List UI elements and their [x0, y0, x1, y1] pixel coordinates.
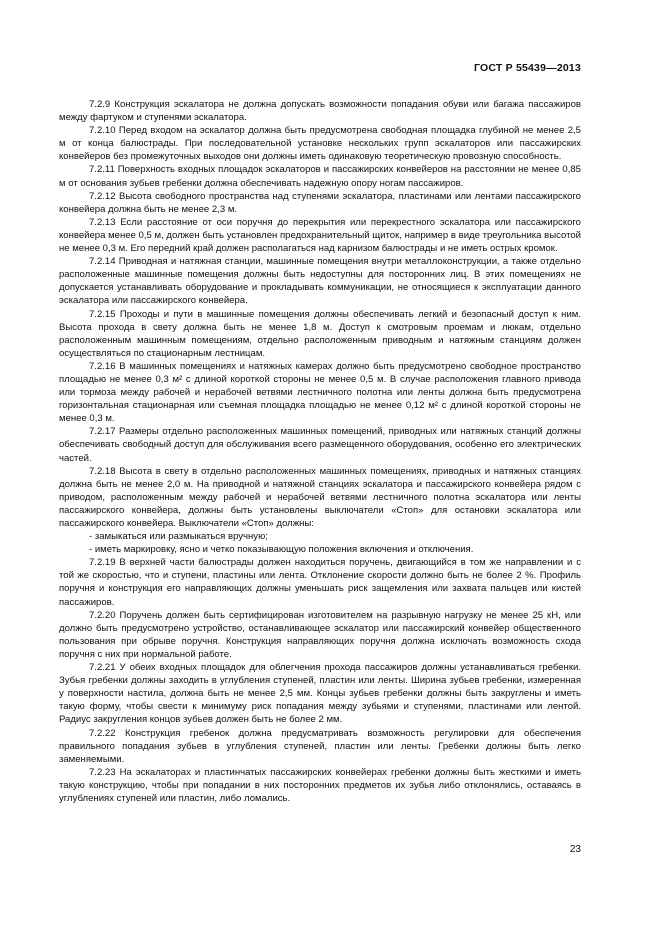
paragraph-7-2-14: 7.2.14 Приводная и натяжная станции, машинные помещения внутри металлоконструкции, а также отдельно расположенные машинные помещения должны быть недоступны для посторонних лиц. В этих помещениях не допускается устанавливать оборудование и прокладывать коммуникации, не относящиеся к эксплуатации данного эскалатора или пассажирского конвейера.: [59, 256, 581, 307]
paragraph-7-2-13: 7.2.13 Если расстояние от оси поручня до перекрытия или перекрестного эскалатора или пассажирского конвейера менее 0,5 м, должен быть установлен предохранительный щиток, например в виде треугольника высотой не менее 0,3 м. Его передний край должен располагаться над карнизом балюстрады и не иметь острых кромок.: [59, 216, 581, 255]
standard-header: ГОСТ Р 55439—2013: [473, 62, 581, 74]
paragraph-7-2-10: 7.2.10 Перед входом на эскалатор должна быть предусмотрена свободная площадка глубиной не менее 2,5 м от конца балюстрады. При последовательной установке нескольких групп эскалаторов или пассажирских конвейеров без промежуточных выходов они должны иметь одинаковую теоретическую провозную способность.: [59, 125, 581, 163]
document-body: [59, 98, 581, 805]
list-item: - иметь маркировку, ясно и четко показывающую положения включения и отключения.: [89, 544, 474, 556]
paragraph-7-2-21: 7.2.21 У обеих входных площадок для облегчения прохода пассажиров должны устанавливаться гребенки. Зубья гребенки должны заходить в углубления ступеней, пластин или ленты. Ширина зубьев гребенки, измеренная у поверхности настила, должна быть не менее 2,5 мм. Концы зубьев гребенки должны быть закруглены и иметь такую форму, чтобы свести к минимуму риск попадания между зубьями и ступенями, пластинами или лентой. Радиус закругления концов зубьев должен быть не более 2 мм.: [59, 662, 581, 726]
paragraph-7-2-9: 7.2.9 Конструкция эскалатора не должна допускать возможности попадания обуви или багажа пассажиров между фартуком и ступенями эскалатора.: [59, 99, 581, 124]
paragraph-7-2-18: 7.2.18 Высота в свету в отдельно расположенных машинных помещениях, приводных и натяжных станциях должна быть не менее 2,0 м. На приводной и натяжной станциях эскалатора и пассажирского конвейера рядом с приводом, расположенным между рабочей и нерабочей ветвями лестничного полотна эскалатора или ленты пассажирского конвейера, должны быть установлены выключатели «Стоп» для остановки эскалатора или пассажирского конвейера. Выключатели «Стоп» должны:: [59, 465, 581, 529]
page-number: 23: [569, 844, 581, 855]
paragraph-7-2-12: 7.2.12 Высота свободного пространства над ступенями эскалатора, пластинами или лентами пассажирского конвейера должна быть не менее 2,3 м.: [59, 190, 581, 215]
paragraph-7-2-15: 7.2.15 Проходы и пути в машинные помещения должны обеспечивать легкий и безопасный доступ к ним. Высота прохода в свету должна быть не менее 1,8 м. Доступ к смотровым проемам и люкам, отдельно расположенным машинным помещениям, отдельно расположенным приводным и натяжным станциям должен осуществляться по стационарным лестницам.: [59, 308, 581, 359]
paragraph-7-2-17: 7.2.17 Размеры отдельно расположенных машинных помещений, приводных или натяжных станций должны обеспечивать свободный доступ для обслуживания всего размещенного оборудования, особенно его электрических частей.: [59, 426, 581, 464]
list-item: - замыкаться или размыкаться вручную;: [89, 531, 268, 543]
paragraph-7-2-19: 7.2.19 В верхней части балюстрады должен находиться поручень, двигающийся в том же направлении и с той же скоростью, что и ступени, пластины или лента. Отклонение скорости должно быть не более 2 %. Профиль поручня и конструкция его направляющих должны уменьшать риск защемления или захвата пальцев или кистей пассажиров.: [59, 557, 581, 608]
paragraph-7-2-23: 7.2.23 На эскалаторах и пластинчатых пассажирских конвейерах гребенки должны быть жесткими и иметь такую конструкцию, чтобы при попадании в них посторонних предметов их зубья либо отклонялись, оставаясь в углублениях ступеней или пластин, либо ломались.: [59, 766, 581, 804]
paragraph-7-2-16: 7.2.16 В машинных помещениях и натяжных камерах должно быть предусмотрено свободное пространство площадью не менее 0,3 м² с длиной короткой стороны не менее 0,5 м. В случае расположения главного привода или тормоза между рабочей и нерабочей ветвями лестничного полотна или ленты должна быть предусмотрена горизонтальная стационарная или съемная площадка площадью не менее 0,12 м² с длиной короткой стороны не менее 0,3 м.: [59, 360, 581, 425]
paragraph-7-2-22: 7.2.22 Конструкция гребенок должна предусматривать возможность регулировки для обеспечения правильного попадания зубьев в углубления ступеней, пластин или ленты. Гребенки должны быть легко заменяемыми.: [59, 727, 581, 765]
paragraph-7-2-20: 7.2.20 Поручень должен быть сертифицирован изготовителем на разрывную нагрузку не менее 25 кН, или должно быть предусмотрено устройство, останавливающее эскалатор или пассажирский конвейер общественного пользования при обрыве поручня. Конструкция направляющих поручня должна исключать возможность схода поручня с них при нормальной работе.: [59, 609, 581, 660]
paragraph-7-2-11: 7.2.11 Поверхность входных площадок эскалаторов и пассажирских конвейеров на расстоянии не менее 0,85 м от основания зубьев гребенки должна обеспечивать надежную опору ногам пассажиров.: [59, 164, 581, 189]
